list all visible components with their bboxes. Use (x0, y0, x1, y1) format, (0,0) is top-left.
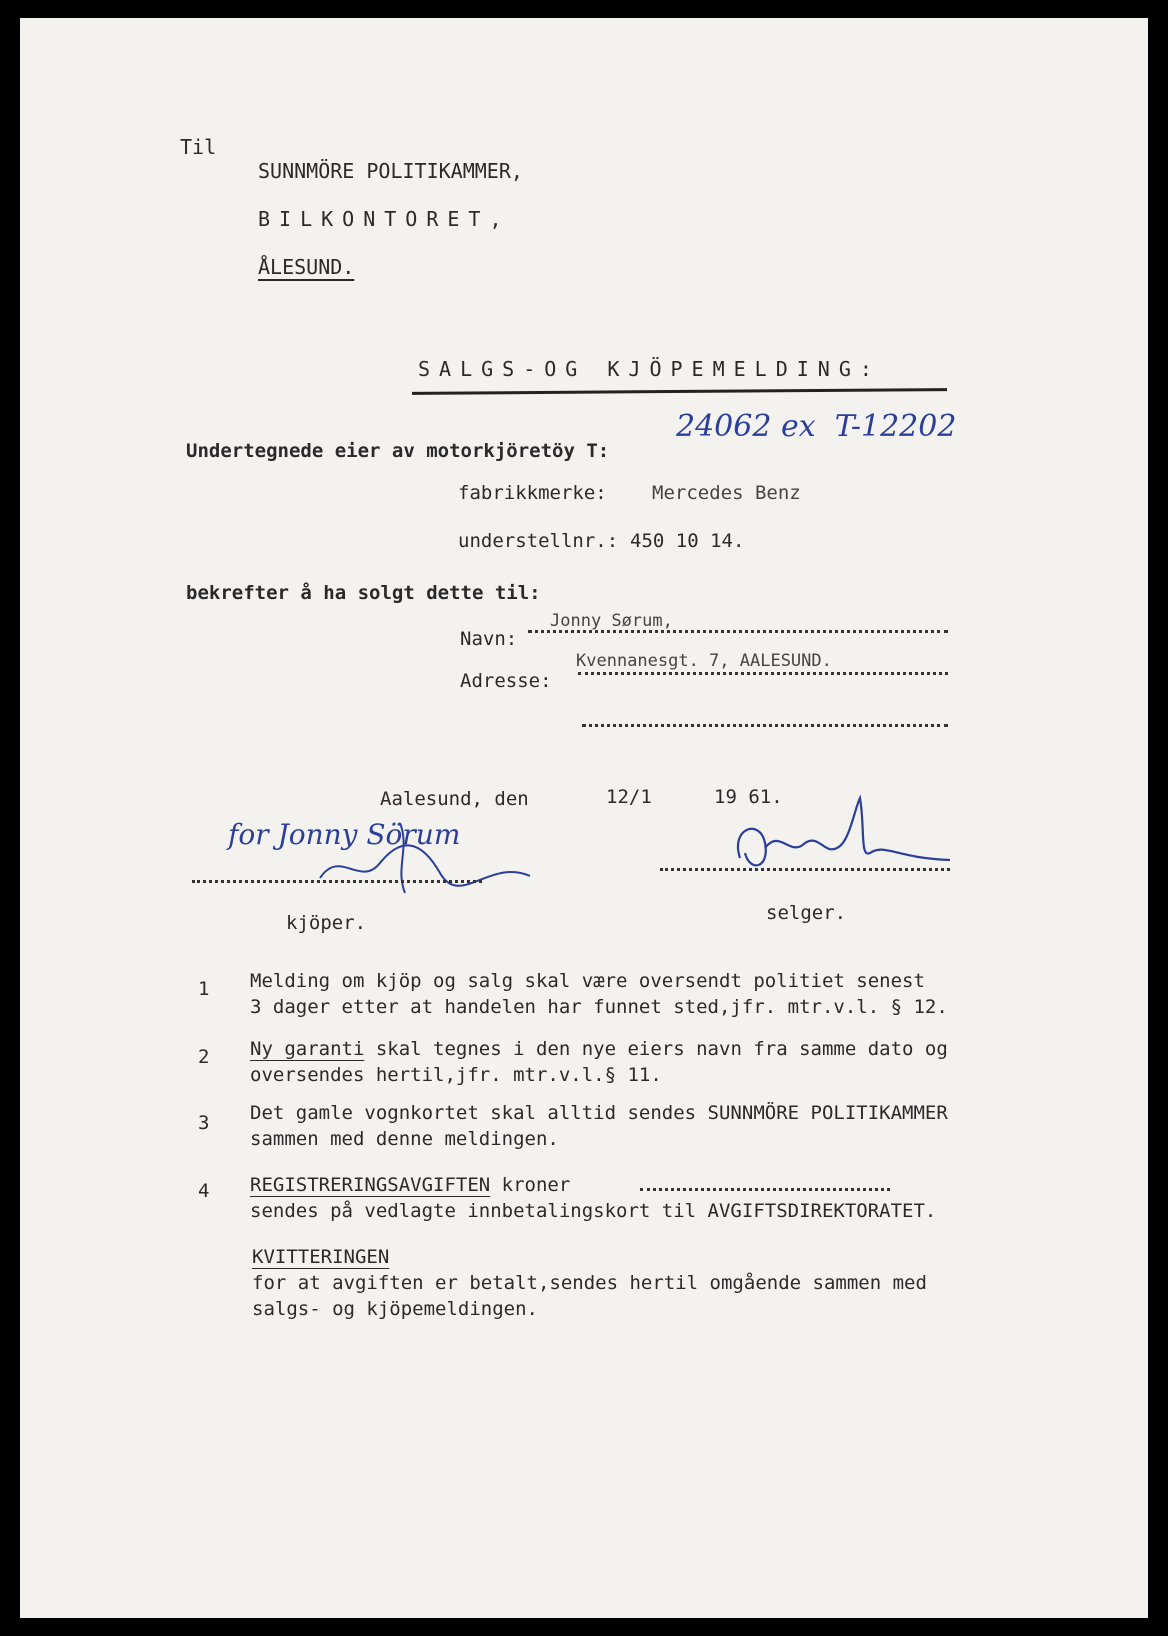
note-2-line-2: oversendes hertil,jfr. mtr.v.l.§ 11. (250, 1064, 662, 1086)
note-number: 1 (198, 978, 210, 1000)
seller-label: selger. (766, 902, 847, 924)
note-number: 4 (198, 1180, 210, 1202)
note-4-lead: REGISTRERINGSAVGIFTEN (250, 1174, 491, 1196)
note-4-text: kroner (490, 1174, 571, 1196)
address-dotted-line (578, 672, 948, 675)
note-4-line-2: sendes på vedlagte innbetalingskort til AVGIFTSDIREKTORATET. (250, 1200, 937, 1222)
receipt-line-2: salgs- og kjöpemeldingen. (252, 1298, 538, 1320)
address-value: Kvennanesgt. 7, AALESUND. (576, 651, 832, 671)
note-2-text: skal tegnes i den nye eiers navn fra samme dato og (364, 1038, 948, 1060)
note-1-line-1: Melding om kjöp og salg skal være oversendt politiet senest (250, 970, 925, 992)
buyer-signature-text: for Jonny Sörum (228, 818, 461, 851)
recipient-line-2: BILKONTORET, (258, 207, 511, 231)
name-value: Jonny Sørum, (550, 611, 673, 631)
recipient-line-1: SUNNMÖRE POLITIKAMMER, (258, 159, 523, 183)
note-2-line-1 (250, 1038, 948, 1060)
buyer-dotted-line (192, 880, 482, 883)
note-2-lead: Ny garanti (250, 1038, 365, 1060)
note-1-line-2: 3 dager etter at handelen har funnet sted,jfr. mtr.v.l. § 12. (250, 996, 948, 1018)
make-value: Mercedes Benz (652, 482, 801, 504)
make-label: fabrikkmerke: (458, 482, 607, 504)
name-dotted-line (528, 630, 948, 633)
fee-dotted-line (640, 1188, 890, 1191)
date-year: 19 61. (714, 786, 783, 808)
note-number: 2 (198, 1046, 210, 1068)
name-label: Navn: (460, 628, 518, 650)
title-underline (412, 388, 947, 395)
address-extra-dotted-line (582, 724, 948, 727)
registration-handwritten: 24062 ex T-12202 (676, 409, 957, 444)
note-3-line-1: Det gamle vognkortet skal alltid sendes SUNNMÖRE POLITIKAMMER (250, 1102, 948, 1124)
recipient-line-3: ÅLESUND. (258, 255, 355, 279)
sold-to-intro: bekrefter å ha solgt dette til: (186, 582, 541, 604)
document-title: SALGS-OG KJÖPEMELDING: (418, 357, 881, 381)
chassis-value: 450 10 14. (630, 530, 745, 552)
address-label: Adresse: (460, 670, 552, 692)
receipt-heading: KVITTERINGEN (252, 1246, 390, 1268)
receipt-line-1: for at avgiften er betalt,sendes hertil omgående sammen med (252, 1272, 927, 1294)
seller-signature (720, 788, 960, 888)
note-number: 3 (198, 1112, 210, 1134)
date-day-month: 12/1 (606, 786, 652, 808)
note-4-line-1 (250, 1174, 570, 1196)
seller-dotted-line (660, 868, 950, 871)
buyer-label: kjöper. (286, 912, 367, 934)
chassis-label: understellnr.: (458, 530, 619, 552)
til-label: Til (180, 135, 217, 159)
buyer-signature-scribble (300, 808, 550, 898)
date-place: Aalesund, den (380, 788, 529, 810)
note-3-line-2: sammen med denne meldingen. (250, 1128, 559, 1150)
document-page (20, 18, 1148, 1618)
owner-label: Undertegnede eier av motorkjöretöy T: (186, 440, 610, 462)
